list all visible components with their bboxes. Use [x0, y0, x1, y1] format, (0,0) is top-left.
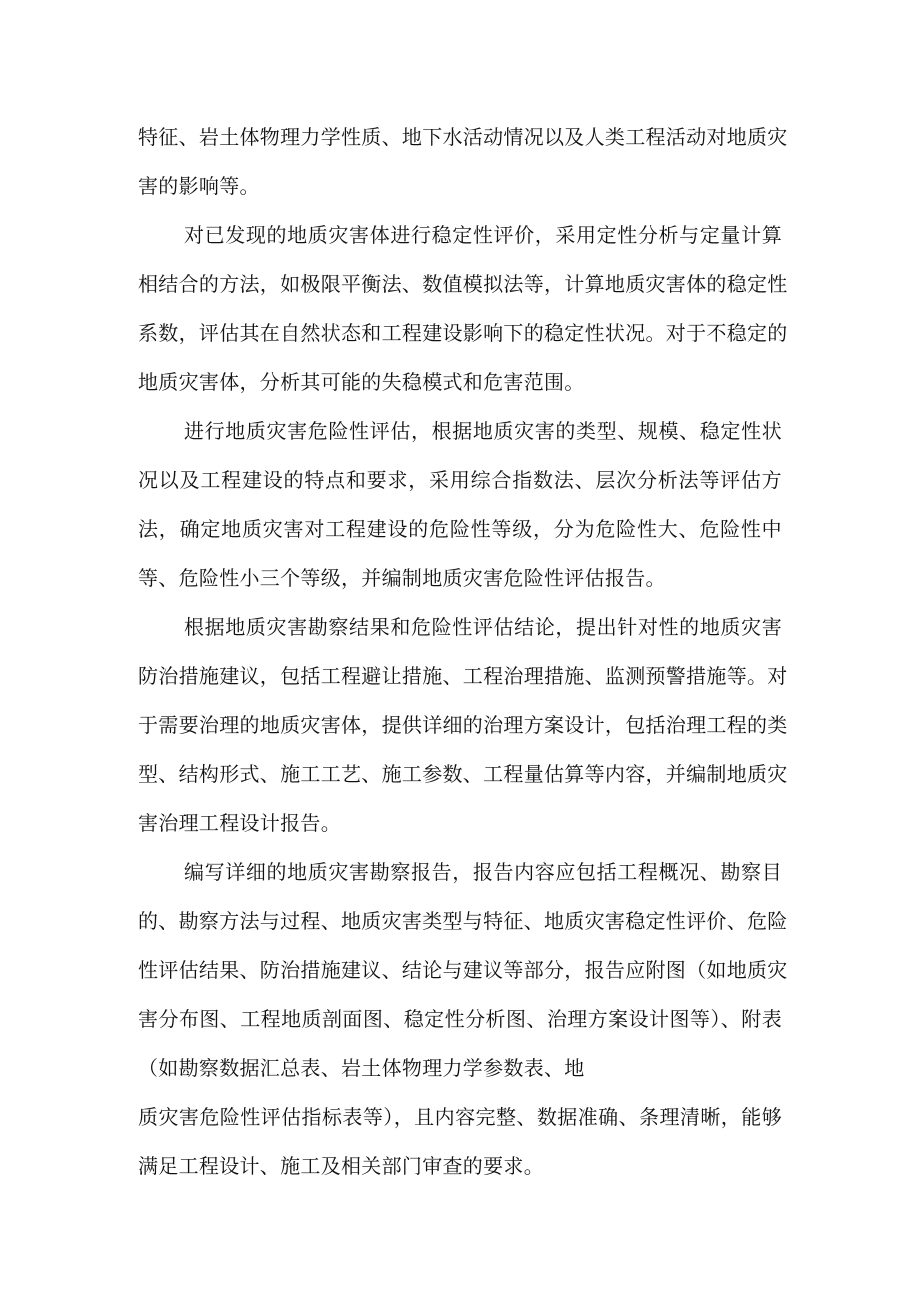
text-line: 害分布图、工程地质剖面图、稳定性分析图、治理方案设计图等）、附表: [138, 1007, 782, 1031]
text-line: 于需要治理的地质灾害体，提供详细的治理方案设计，包括治理工程的类: [138, 713, 788, 737]
document-body: [138, 113, 788, 1191]
text-line: 性评估结果、防治措施建议、结论与建议等部分，报告应附图（如地质灾: [138, 958, 788, 982]
text-line: 地质灾害体，分析其可能的失稳模式和危害范围。: [138, 370, 585, 394]
text-line: 害治理工程设计报告。: [138, 811, 341, 835]
paragraph-3: [138, 407, 782, 603]
text-line: 等、危险性小三个等级，并编制地质灾害危险性评估报告。: [138, 566, 666, 590]
text-line: 系数，评估其在自然状态和工程建设影响下的稳定性状况。对于不稳定的: [138, 321, 788, 345]
text-line: 法，确定地质灾害对工程建设的危险性等级，分为危险性大、危险性中: [138, 517, 782, 541]
paragraph-5: [138, 848, 788, 1191]
text-line: 型、结构形式、施工工艺、施工参数、工程量估算等内容，并编制地质灾: [138, 762, 788, 786]
text-line: 况以及工程建设的特点和要求，采用综合指数法、层次分析法等评估方: [138, 468, 782, 492]
text-line: 进行地质灾害危险性评估，根据地质灾害的类型、规模、稳定性状: [184, 419, 782, 443]
text-line: 的、勘察方法与过程、地质灾害类型与特征、地质灾害稳定性评价、危险: [138, 909, 788, 933]
text-line: （如勘察数据汇总表、岩土体物理力学参数表、地: [138, 1056, 585, 1080]
text-line: 编写详细的地质灾害勘察报告，报告内容应包括工程概况、勘察目: [184, 860, 782, 884]
paragraph-4: [138, 603, 788, 848]
text-line: 质灾害危险性评估指标表等），且内容完整、数据准确、条理清晰，能够: [138, 1105, 782, 1129]
paragraph-2: [138, 211, 788, 407]
text-line: 根据地质灾害勘察结果和危险性评估结论，提出针对性的地质灾害: [184, 615, 782, 639]
text-line: 对已发现的地质灾害体进行稳定性评价，采用定性分析与定量计算: [184, 223, 782, 247]
text-line: 害的影响等。: [138, 174, 260, 198]
text-line: 相结合的方法，如极限平衡法、数值模拟法等，计算地质灾害体的稳定性: [138, 272, 788, 296]
text-line: 防治措施建议，包括工程避让措施、工程治理措施、监测预警措施等。对: [138, 664, 788, 688]
paragraph-1: [138, 113, 788, 211]
text-line: 满足工程设计、施工及相关部门审查的要求。: [138, 1154, 544, 1178]
text-line: 特征、岩土体物理力学性质、地下水活动情况以及人类工程活动对地质灾: [138, 125, 788, 149]
